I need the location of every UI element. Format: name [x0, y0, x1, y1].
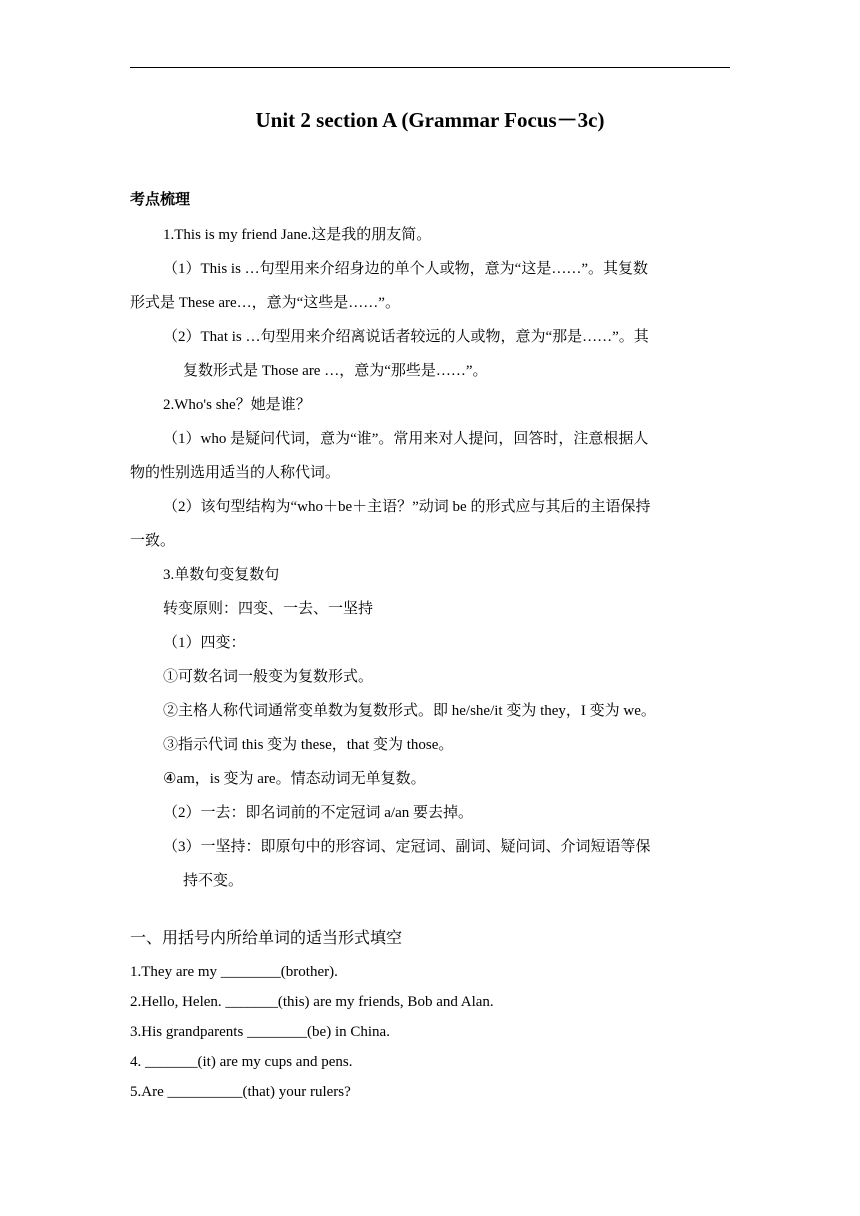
header-rule [130, 67, 730, 68]
point-1-title: 1.This is my friend Jane.这是我的朋友简。 [163, 227, 432, 243]
point-3-title: 3.单数句变复数句 [163, 567, 280, 583]
page-title: Unit 2 section A (Grammar Focus－3c) [255, 108, 605, 132]
point-2-2-line-1: （2）该句型结构为“who＋be＋主语？”动词 be 的形式应与其后的主语保持 [163, 499, 651, 515]
point-2-title: 2.Who's she？她是谁？ [163, 397, 311, 413]
point-3-3-line-1: （3）一坚持：即原句中的形容词、定冠词、副词、疑问词、介词短语等保 [163, 839, 651, 855]
exercise-item-5: 5.Are __________(that) your rulers? [130, 1084, 351, 1100]
point-1-1-line-1: （1）This is …句型用来介绍身边的单个人或物，意为“这是……”。其复数 [163, 261, 648, 277]
point-3-change-2: ②主格人称代词通常变单数为复数形式。即 he/she/it 变为 they，I 变为 we。 [163, 703, 656, 719]
exercise-item-2: 2.Hello, Helen. _______(this) are my friends, Bob and Alan. [130, 994, 494, 1010]
exercise-item-3: 3.His grandparents ________(be) in China. [130, 1024, 390, 1040]
point-2-1-line-1: （1）who 是疑问代词，意为“谁”。常用来对人提问，回答时，注意根据人 [163, 431, 649, 447]
point-3-change-3: ③指示代词 this 变为 these，that 变为 those。 [163, 737, 454, 753]
exercise-heading: 一、用括号内所给单词的适当形式填空 [130, 930, 403, 947]
point-3-rule: 转变原则：四变、一去、一坚持 [163, 601, 374, 617]
point-3-3-line-2: 持不变。 [183, 873, 244, 889]
point-3-change-4: ④am，is 变为 are。情态动词无单复数。 [163, 771, 426, 787]
point-3-2: （2）一去：即名词前的不定冠词 a/an 要去掉。 [163, 805, 473, 821]
point-2-2-line-2: 一致。 [130, 533, 176, 549]
point-3-1-label: （1）四变： [163, 635, 246, 651]
point-1-2-line-1: （2）That is …句型用来介绍离说话者较远的人或物，意为“那是……”。其 [163, 329, 649, 345]
section-heading: 考点梳理 [130, 192, 191, 208]
exercise-item-1: 1.They are my ________(brother). [130, 964, 338, 980]
exercise-item-4: 4. _______(it) are my cups and pens. [130, 1054, 353, 1070]
point-2-1-line-2: 物的性别选用适当的人称代词。 [130, 465, 341, 481]
point-1-2-line-2: 复数形式是 Those are …，意为“那些是……”。 [183, 363, 488, 379]
point-3-change-1: ①可数名词一般变为复数形式。 [163, 669, 374, 685]
point-1-1-line-2: 形式是 These are…，意为“这些是……”。 [130, 295, 400, 311]
